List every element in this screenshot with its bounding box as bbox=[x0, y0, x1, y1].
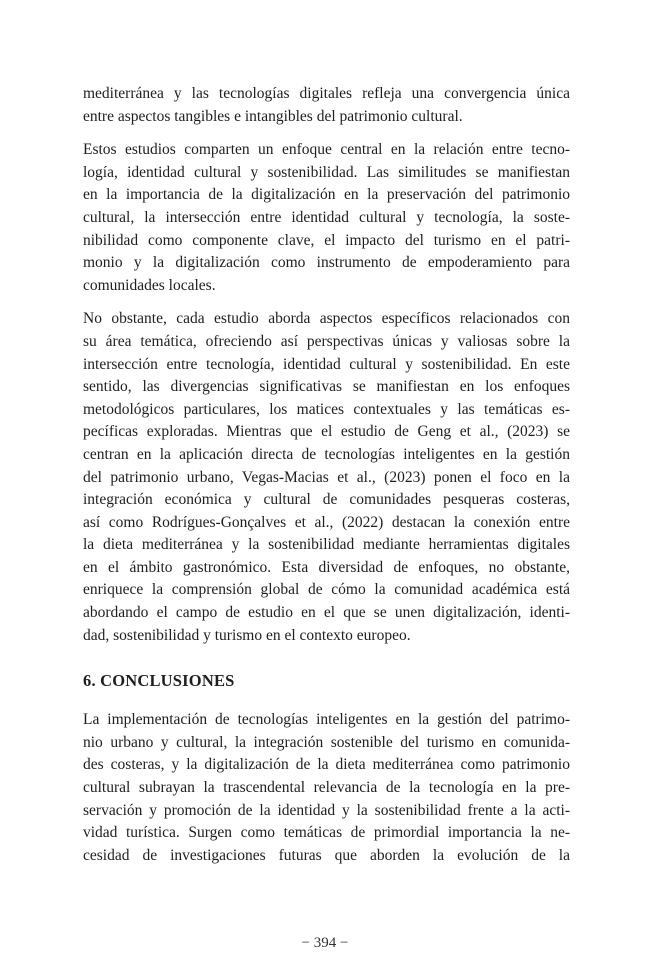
text-line: cultural, la intersección entre identidad cultural y tecnología, la soste- bbox=[83, 208, 570, 226]
page-number: − 394 − bbox=[301, 935, 349, 951]
text-line: metodológicos particulares, los matices contextuales y las temáticas es- bbox=[83, 400, 570, 418]
page-body bbox=[83, 83, 570, 878]
text-line: La implementación de tecnologías inteligentes en la gestión del patrimo- bbox=[83, 711, 570, 729]
text-line: Estos estudios comparten un enfoque central en la relación entre tecno- bbox=[83, 141, 570, 159]
text-line: monio y la digitalización como instrumento de empoderamiento para bbox=[83, 254, 570, 272]
text-line: nio urbano y cultural, la integración sostenible del turismo en comunida- bbox=[83, 733, 570, 751]
text-line: abordando el campo de estudio en el que se unen digitalización, identi- bbox=[83, 604, 570, 622]
text-line: en la importancia de la digitalización en la preservación del patrimonio bbox=[83, 186, 570, 204]
text-line: intersección entre tecnología, identidad cultural y sostenibilidad. En este bbox=[83, 355, 570, 373]
text-line: la dieta mediterránea y la sostenibilidad mediante herramientas digitales bbox=[83, 536, 570, 554]
text-line: del patrimonio urbano, Vegas-Macias et al., (2023) ponen el foco en la bbox=[83, 468, 570, 486]
text-line: cesidad de investigaciones futuras que aborden la evolución de la bbox=[83, 846, 570, 864]
text-line: des costeras, y la digitalización de la dieta mediterránea como patrimonio bbox=[83, 756, 570, 774]
text-line: pecíficas exploradas. Mientras que el estudio de Geng et al., (2023) se bbox=[83, 423, 570, 441]
text-line: entre aspectos tangibles e intangibles del patrimonio cultural. bbox=[83, 107, 463, 125]
section-heading: 6. CONCLUSIONES bbox=[83, 671, 235, 691]
text-line: nibilidad como componente clave, el impacto del turismo en el patri- bbox=[83, 231, 570, 249]
text-line: comunidades locales. bbox=[83, 276, 216, 294]
text-line: centran en la aplicación directa de tecnologías inteligentes en la gestión bbox=[83, 445, 570, 463]
text-line: su área temática, ofreciendo así perspectivas únicas y valiosas sobre la bbox=[83, 332, 570, 350]
text-line: cultural subrayan la trascendental relevancia de la tecnología en la pre- bbox=[83, 779, 570, 797]
text-line: sentido, las divergencias significativas se manifiestan en los enfoques bbox=[83, 378, 570, 396]
text-line: así como Rodrígues-Gonçalves et al., (2022) destacan la conexión entre bbox=[83, 513, 570, 531]
text-line: servación y promoción de la identidad y la sostenibilidad frente a la acti- bbox=[83, 801, 570, 819]
text-line: integración económica y cultural de comunidades pesqueras costeras, bbox=[83, 491, 570, 509]
text-line: vidad turística. Surgen como temáticas de primordial importancia la ne- bbox=[83, 824, 570, 842]
text-line: logía, identidad cultural y sostenibilidad. Las similitudes se manifiestan bbox=[83, 163, 570, 181]
text-line: No obstante, cada estudio aborda aspectos específicos relacionados con bbox=[83, 310, 570, 328]
text-line: enriquece la comprensión global de cómo la comunidad académica está bbox=[83, 581, 570, 599]
paragraph-1 bbox=[83, 83, 570, 128]
paragraph-4 bbox=[83, 709, 570, 867]
text-line: en el ámbito gastronómico. Esta diversidad de enfoques, no obstante, bbox=[83, 558, 570, 576]
paragraph-2 bbox=[83, 139, 570, 297]
paragraph-3 bbox=[83, 308, 570, 647]
text-line: dad, sostenibilidad y turismo en el contexto europeo. bbox=[83, 626, 411, 644]
text-line: mediterránea y las tecnologías digitales refleja una convergencia única bbox=[83, 85, 570, 102]
